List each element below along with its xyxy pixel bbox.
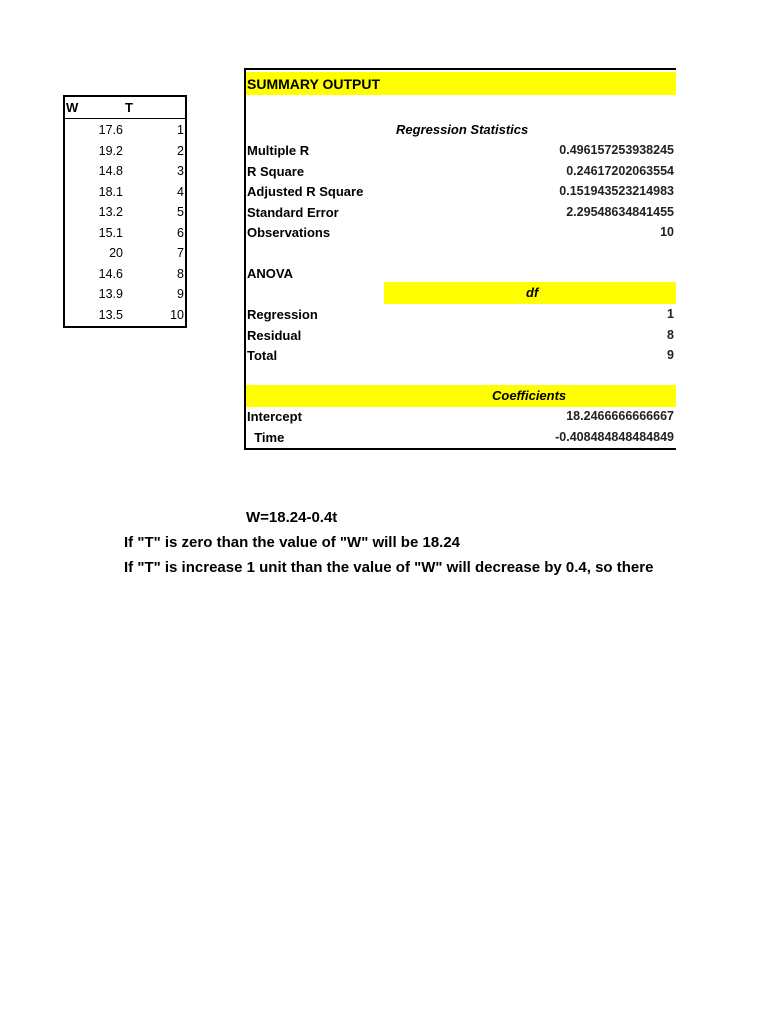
w-value: 14.8 bbox=[98, 164, 123, 178]
anova-df-header: df bbox=[526, 285, 539, 300]
header-t: T bbox=[125, 100, 133, 115]
coefficients-highlight bbox=[246, 385, 676, 407]
w-value: 20 bbox=[109, 246, 123, 260]
anova-label: Total bbox=[247, 348, 278, 363]
w-value: 17.6 bbox=[98, 123, 123, 137]
data-table bbox=[63, 95, 187, 328]
anova-df-value: 9 bbox=[667, 348, 674, 362]
w-value: 13.2 bbox=[98, 205, 123, 219]
coefficient-value: 18.2466666666667 bbox=[566, 409, 674, 423]
summary-title: SUMMARY OUTPUT bbox=[247, 76, 380, 92]
stat-label: Observations bbox=[247, 225, 331, 240]
stat-value: 0.151943523214983 bbox=[559, 184, 674, 198]
w-value: 18.1 bbox=[98, 184, 123, 199]
t-value: 2 bbox=[177, 143, 184, 158]
coefficient-label: Time bbox=[247, 429, 285, 445]
notes bbox=[0, 500, 673, 590]
regression-statistics-header: Regression Statistics bbox=[396, 122, 529, 137]
t-value: 5 bbox=[177, 205, 184, 219]
note-line-2: If "T" is increase 1 unit than the value of "W" will decrease by 0.4, so there bbox=[124, 559, 654, 576]
anova-label: Residual bbox=[247, 327, 302, 343]
w-value: 15.1 bbox=[98, 225, 123, 240]
stat-value: 10 bbox=[660, 225, 674, 239]
stat-value: 2.29548634841455 bbox=[566, 204, 674, 219]
t-value: 3 bbox=[177, 164, 184, 178]
stat-value: 0.24617202063554 bbox=[566, 163, 674, 178]
w-value: 19.2 bbox=[98, 143, 123, 158]
t-value: 1 bbox=[177, 123, 184, 137]
coefficients-header: Coefficients bbox=[492, 388, 567, 403]
coefficient-label: Intercept bbox=[247, 409, 302, 424]
t-value: 8 bbox=[177, 266, 184, 281]
anova-df-value: 8 bbox=[667, 327, 674, 342]
anova-label: ANOVA bbox=[247, 266, 293, 281]
stat-label: Adjusted R Square bbox=[247, 184, 364, 199]
regression-equation: W=18.24-0.4t bbox=[246, 509, 338, 526]
coefficient-value: -0.408484848484849 bbox=[555, 429, 674, 444]
w-value: 13.5 bbox=[98, 307, 123, 322]
t-value: 7 bbox=[177, 246, 184, 260]
summary-output bbox=[244, 68, 676, 450]
stat-label: R Square bbox=[247, 163, 305, 179]
header-w: W bbox=[66, 100, 79, 115]
t-value: 4 bbox=[177, 184, 184, 199]
t-value: 10 bbox=[170, 307, 184, 322]
anova-label: Regression bbox=[247, 307, 318, 322]
w-value: 13.9 bbox=[98, 287, 123, 301]
stat-label: Multiple R bbox=[247, 143, 310, 158]
t-value: 6 bbox=[177, 225, 184, 240]
note-line-1: If "T" is zero than the value of "W" will be 18.24 bbox=[124, 534, 461, 551]
w-value: 14.6 bbox=[98, 266, 123, 281]
stat-value: 0.496157253938245 bbox=[559, 143, 674, 157]
anova-df-value: 1 bbox=[667, 307, 674, 321]
t-value: 9 bbox=[177, 287, 184, 301]
stat-label: Standard Error bbox=[247, 204, 339, 220]
data-table-header bbox=[65, 97, 185, 119]
